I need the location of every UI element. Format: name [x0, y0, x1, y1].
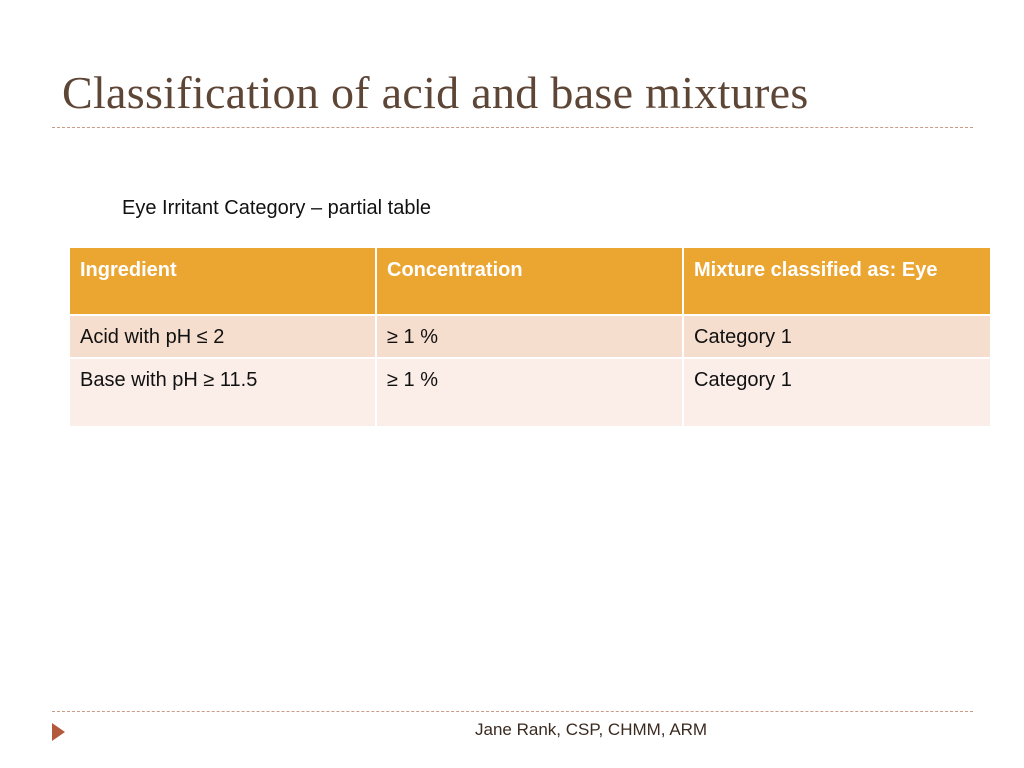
cell-classification: Category 1: [683, 315, 991, 358]
header-concentration: Concentration: [376, 247, 683, 315]
title-divider: [52, 127, 973, 128]
table-row: [69, 315, 991, 358]
classification-table: [68, 246, 992, 428]
table-caption: Eye Irritant Category – partial table: [122, 197, 432, 219]
header-ingredient: Ingredient: [69, 247, 376, 315]
cell-ingredient: Base with pH ≥ 11.5: [69, 358, 376, 427]
cell-ingredient: Acid with pH ≤ 2: [69, 315, 376, 358]
triangle-bullet-icon: [52, 723, 65, 741]
table-header-row: [69, 247, 991, 315]
cell-concentration: ≥ 1 %: [376, 315, 683, 358]
footer-divider: [52, 711, 973, 712]
footer-author: Jane Rank, CSP, CHMM, ARM: [475, 720, 708, 739]
page-title: Classification of acid and base mixtures: [62, 67, 809, 118]
cell-concentration: ≥ 1 %: [376, 358, 683, 427]
cell-classification: Category 1: [683, 358, 991, 427]
header-mixture-classification: Mixture classified as: Eye: [683, 247, 991, 315]
table-row: [69, 358, 991, 427]
